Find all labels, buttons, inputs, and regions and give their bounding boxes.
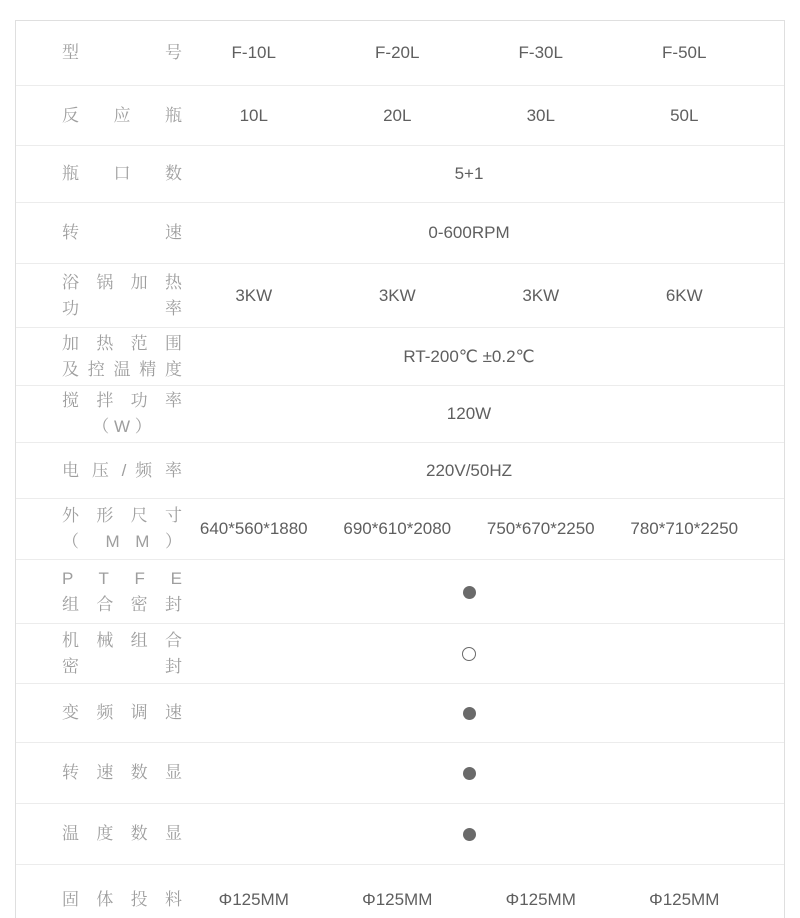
row-values [182, 582, 756, 602]
table-row [16, 743, 784, 804]
span-value-cell: RT-200℃ ±0.2℃ [403, 346, 535, 366]
hollow-dot-icon [462, 647, 476, 661]
row-label [62, 40, 182, 66]
row-label-line: （ M M ） [62, 532, 182, 551]
table-row [16, 21, 784, 86]
row-values [182, 347, 756, 367]
value-cell: 30L [526, 105, 555, 125]
filled-dot-icon [463, 586, 476, 599]
row-values [182, 763, 756, 783]
spec-table [15, 20, 785, 918]
table-row [16, 804, 784, 865]
row-label [62, 760, 182, 786]
row-label-line: 电 压 / 频 率 [62, 460, 182, 480]
table-row [16, 865, 784, 918]
span-value-cell [182, 582, 756, 602]
value-cell: 690*610*2080 [343, 519, 452, 538]
value-cell: 10L [239, 105, 268, 125]
table-row [16, 560, 784, 624]
row-label-line: 瓶 口 数 [62, 164, 182, 183]
row-values [182, 43, 756, 63]
row-label-line: 及 控 温 精 度 [62, 359, 182, 379]
row-label [62, 103, 182, 129]
span-value-cell: 0-600RPM [428, 223, 510, 242]
table-row [16, 203, 784, 264]
row-values [182, 890, 756, 910]
span-value-cell: 220V/50HZ [426, 460, 512, 480]
row-label-line: 密 封 [62, 656, 182, 676]
row-label [62, 388, 182, 440]
filled-dot-icon [463, 707, 476, 720]
row-label [62, 220, 182, 246]
table-row [16, 264, 784, 328]
row-label-line: 固 体 投 料 [62, 890, 182, 909]
value-cell: 20L [383, 105, 412, 125]
row-label [62, 331, 182, 383]
value-cell: 750*670*2250 [486, 519, 595, 538]
table-row [16, 86, 784, 146]
row-label-line: 转 速 数 显 [62, 763, 182, 782]
span-value-cell [182, 763, 756, 783]
table-row [16, 146, 784, 203]
value-cell: Φ125MM [649, 890, 720, 909]
row-values [182, 404, 756, 424]
value-cell: F-50L [662, 43, 707, 62]
value-cell: 3KW [522, 285, 560, 305]
row-label-line: 浴 锅 加 热 [62, 272, 182, 292]
value-cell: 3KW [378, 285, 416, 305]
row-values [182, 644, 756, 664]
row-label-line: 反 应 瓶 [62, 105, 182, 125]
row-label-line: 转 速 [62, 223, 182, 242]
row-label [62, 161, 182, 187]
table-row [16, 624, 784, 684]
row-values [182, 106, 756, 126]
table-row [16, 328, 784, 386]
row-values [182, 703, 756, 723]
row-label-line: 外 形 尺 寸 [62, 506, 182, 525]
filled-dot-icon [463, 828, 476, 841]
value-cell: Φ125MM [505, 890, 576, 909]
value-cell: F-20L [375, 43, 420, 62]
row-values [182, 164, 756, 184]
value-cell: 3KW [235, 285, 273, 305]
value-cell: 50L [670, 105, 699, 125]
span-value-cell: 120W [446, 404, 492, 423]
filled-dot-icon [463, 767, 476, 780]
row-label [62, 503, 182, 555]
row-values [182, 286, 756, 306]
value-cell: F-10L [231, 43, 276, 62]
span-value-cell [182, 703, 756, 723]
row-label [62, 887, 182, 913]
span-value-cell [182, 644, 756, 664]
value-cell: Φ125MM [362, 890, 433, 909]
row-label-line: 变 频 调 速 [62, 703, 182, 722]
row-values [182, 461, 756, 481]
span-value-cell: 5+1 [454, 164, 484, 183]
row-label-line: 加 热 范 围 [62, 333, 182, 353]
table-row [16, 386, 784, 443]
value-cell: F-30L [518, 43, 563, 62]
row-label-line: P T F E [62, 568, 182, 588]
row-label-line: （ W ） [92, 417, 152, 436]
row-label-line: 组 合 密 封 [62, 594, 182, 614]
table-row [16, 443, 784, 499]
row-label [62, 821, 182, 847]
row-label [62, 566, 182, 618]
row-label-line: 功 率 [62, 298, 182, 318]
row-values [182, 223, 756, 243]
row-label-line: 搅 拌 功 率 [62, 391, 182, 410]
row-label-line: 型 号 [62, 43, 182, 62]
value-cell: 6KW [665, 285, 703, 305]
value-cell: Φ125MM [218, 890, 289, 909]
value-cell: 780*710*2250 [630, 519, 739, 538]
row-label-line: 温 度 数 显 [62, 824, 182, 843]
table-row [16, 684, 784, 743]
value-cell: 640*560*1880 [199, 519, 308, 538]
row-label [62, 700, 182, 726]
row-label [62, 628, 182, 680]
row-label-line: 机 械 组 合 [62, 630, 182, 650]
row-values [182, 519, 756, 539]
row-values [182, 824, 756, 844]
span-value-cell [182, 824, 756, 844]
row-label [62, 458, 182, 484]
table-row [16, 499, 784, 560]
row-label [62, 270, 182, 322]
